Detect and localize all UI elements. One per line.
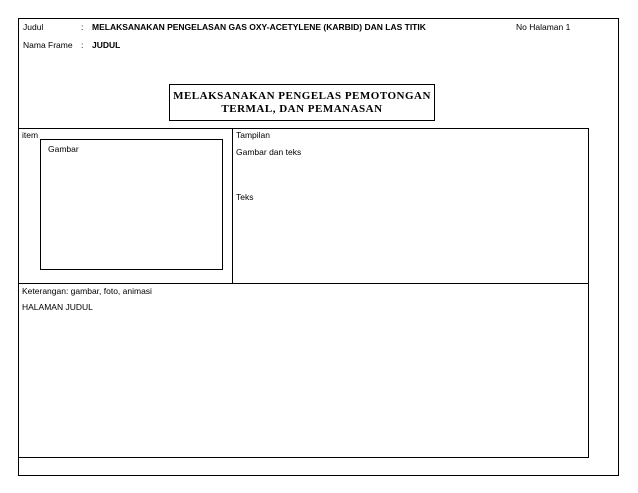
notes-divider	[18, 283, 589, 284]
page-number: No Halaman 1	[516, 22, 571, 32]
frame-name-label: Nama Frame	[23, 40, 73, 50]
page-title-line-1: MELAKSANAKAN PENGELAS PEMOTONGAN	[173, 89, 431, 102]
image-placeholder	[40, 139, 223, 270]
image-placeholder-label: Gambar	[48, 144, 79, 154]
judul-value: MELAKSANAKAN PENGELASAN GAS OXY-ACETYLENE (KARBID) DAN LAS TITIK	[92, 22, 426, 32]
panel-divider	[232, 128, 233, 284]
frame-name-value: JUDUL	[92, 40, 121, 50]
judul-label: Judul	[23, 22, 44, 32]
content-type-label: Gambar dan teks	[236, 147, 302, 157]
text-label: Teks	[236, 192, 254, 202]
judul-colon: :	[81, 22, 84, 32]
page-title-line-2: TERMAL, DAN PEMANASAN	[221, 102, 383, 115]
tampilan-label: Tampilan	[236, 130, 271, 140]
notes-label: Keterangan: gambar, foto, animasi	[22, 286, 152, 296]
page-title-box	[169, 84, 435, 121]
notes-value: HALAMAN JUDUL	[22, 302, 93, 312]
item-label: item	[22, 130, 39, 140]
frame-name-colon: :	[81, 40, 84, 50]
